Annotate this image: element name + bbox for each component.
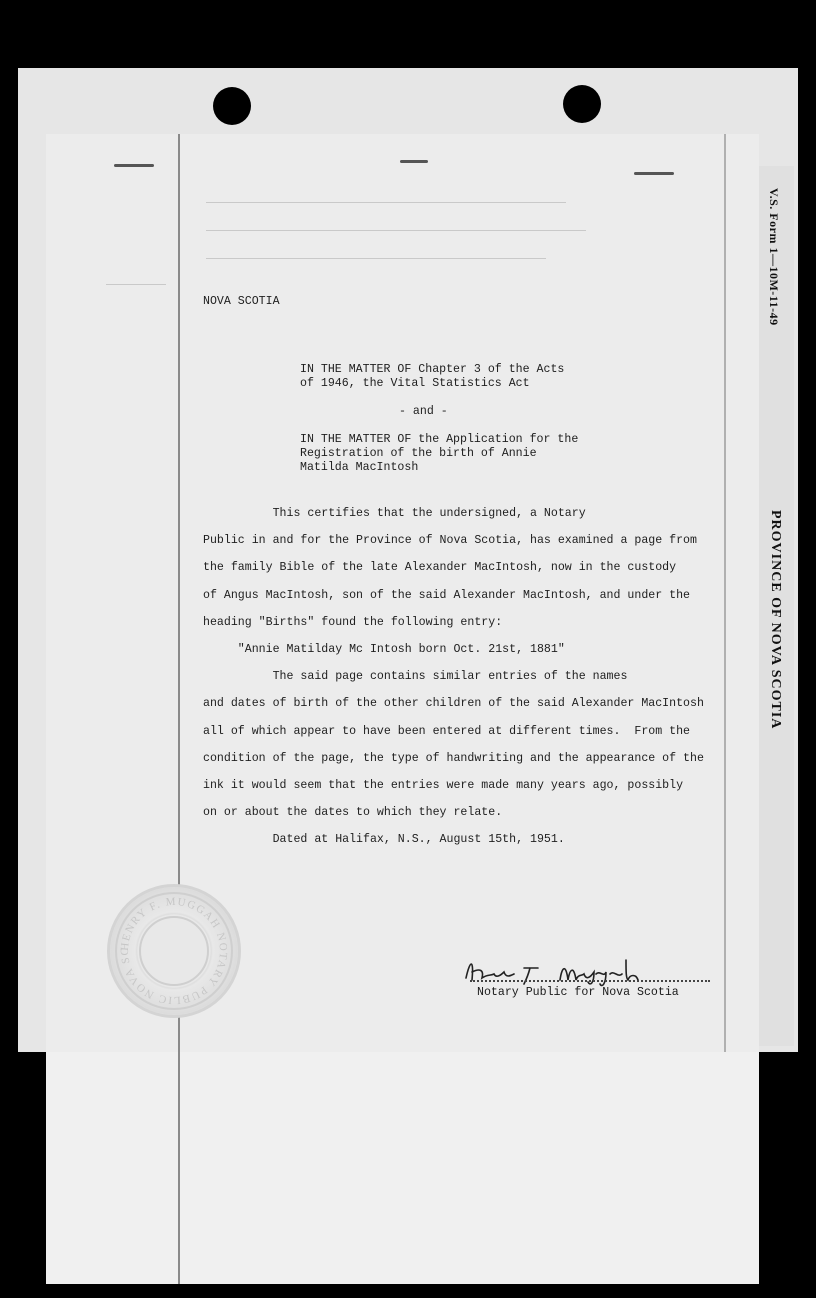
body-line: Public in and for the Province of Nova Scotia, has examined a page from bbox=[203, 534, 697, 548]
seal-text: HENRY F. MUGGAH NOTARY PUBLIC NOVA SC bbox=[118, 895, 230, 1007]
bleed-through-line bbox=[206, 258, 546, 259]
matter-block-1 bbox=[300, 363, 564, 391]
body-line: the family Bible of the late Alexander MacIntosh, now in the custody bbox=[203, 561, 677, 575]
seal-graphic bbox=[110, 887, 238, 1015]
matter-block-2 bbox=[300, 433, 578, 475]
matter-line: IN THE MATTER OF the Application for the bbox=[300, 433, 579, 446]
signature-text: Henry F. Muggah bbox=[460, 948, 470, 949]
sheet-lower-extension bbox=[46, 1052, 759, 1284]
body-line: of Angus MacIntosh, son of the said Alexander MacIntosh, and under the bbox=[203, 588, 691, 602]
bleed-through-line bbox=[206, 202, 566, 203]
matter-line: of 1946, the Vital Statistics Act bbox=[300, 377, 530, 390]
notary-embossed-seal bbox=[107, 884, 241, 1018]
punch-hole-right bbox=[563, 85, 601, 123]
body-line: This certifies that the undersigned, a Notary bbox=[203, 507, 586, 520]
body-line: all of which appear to have been entered at different times. From the bbox=[203, 724, 691, 738]
bleed-through-line bbox=[106, 284, 166, 285]
certificate-body bbox=[203, 500, 704, 853]
notary-signature bbox=[460, 950, 660, 990]
body-line: The said page contains similar entries of the names bbox=[203, 670, 628, 684]
dated-line: Dated at Halifax, N.S., August 15th, 1951. bbox=[203, 833, 565, 847]
bleed-through-line bbox=[206, 230, 586, 231]
staple-center bbox=[400, 160, 428, 163]
svg-text:HENRY F. MUGGAH NOTARY PUBLIC bbox=[110, 887, 229, 1006]
staple-right bbox=[634, 172, 674, 175]
province-side-label: PROVINCE OF NOVA SCOTIA bbox=[768, 510, 783, 730]
body-line: ink it would seem that the entries were made many years ago, possibly bbox=[203, 778, 684, 792]
matter-line: Matilda MacIntosh bbox=[300, 461, 419, 474]
staple-left bbox=[114, 164, 154, 167]
body-line: on or about the dates to which they relate. bbox=[203, 806, 503, 820]
right-fold-line bbox=[724, 134, 726, 1052]
and-separator: - and - bbox=[399, 405, 448, 418]
signature-line bbox=[470, 980, 710, 982]
punch-hole-left bbox=[213, 87, 251, 125]
form-number: V.S. Form 1—10M-11-49 bbox=[767, 188, 781, 326]
body-line: and dates of birth of the other children of the said Alexander MacIntosh bbox=[203, 697, 704, 711]
body-line: condition of the page, the type of handwriting and the appearance of the bbox=[203, 751, 704, 765]
margin-rule bbox=[178, 134, 180, 1284]
notary-label: Notary Public for Nova Scotia bbox=[477, 986, 679, 999]
bible-entry-quote: "Annie Matilday Mc Intosh born Oct. 21st, 1881" bbox=[203, 642, 565, 656]
body-line: heading "Births" found the following entry: bbox=[203, 615, 503, 629]
matter-line: Registration of the birth of Annie bbox=[300, 447, 537, 460]
matter-line: IN THE MATTER OF Chapter 3 of the Acts bbox=[300, 363, 565, 376]
jurisdiction-heading: NOVA SCOTIA bbox=[203, 295, 280, 308]
